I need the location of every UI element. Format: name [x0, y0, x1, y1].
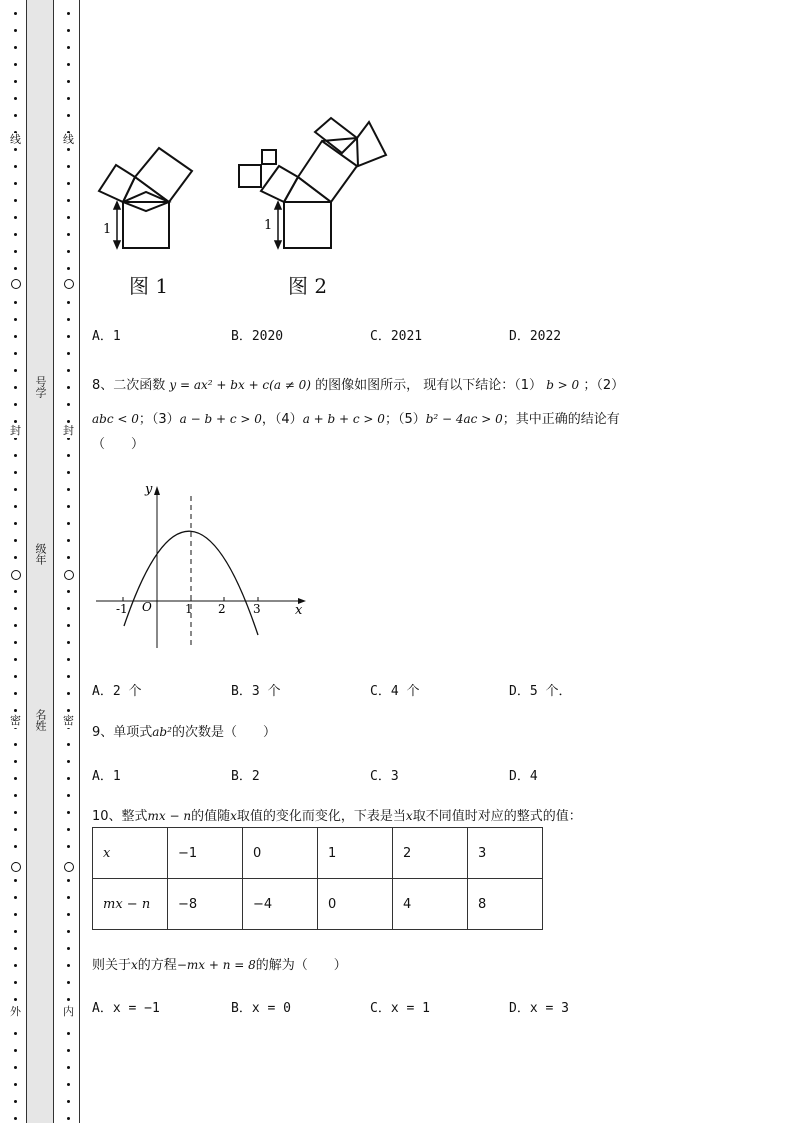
binding-dot	[14, 454, 17, 457]
table-cell: −8	[168, 879, 243, 930]
y-axis-label: y	[145, 482, 153, 497]
binding-dot	[14, 709, 17, 712]
binding-dot	[67, 250, 70, 253]
binding-dot	[14, 1066, 17, 1069]
binding-dot	[67, 267, 70, 270]
binding-dot	[14, 590, 17, 593]
q8-sep: ，（4）	[261, 412, 303, 427]
table-cell: 0	[318, 879, 393, 930]
binding-margin	[0, 0, 84, 1123]
binding-dot	[14, 148, 17, 151]
q8-option-d[interactable]: D．5 个．	[509, 684, 572, 699]
table-row	[93, 879, 543, 930]
binding-dot	[14, 556, 17, 559]
q10-stem	[92, 805, 582, 824]
binding-dot	[14, 641, 17, 644]
binding-dot	[67, 1032, 70, 1035]
binding-dot	[14, 675, 17, 678]
table-cell: 3	[468, 828, 543, 879]
fig1-base-square	[123, 202, 169, 248]
parabola-curve	[124, 531, 258, 635]
x-axis-label: x	[295, 603, 303, 618]
binding-dot	[14, 896, 17, 899]
binding-dot	[14, 63, 17, 66]
q8-options	[92, 680, 648, 699]
q10-expression: mx − n	[147, 809, 192, 823]
binding-dot	[67, 97, 70, 100]
binding-dot	[67, 930, 70, 933]
q9-stem	[92, 721, 276, 740]
binding-dot	[67, 641, 70, 644]
fig1-caption: 图 1	[129, 274, 169, 298]
margin-circle	[11, 862, 21, 872]
q8-option-a[interactable]: A．2 个	[92, 684, 142, 699]
q8-conclusion-4: a + b + c > 0	[302, 412, 385, 426]
q7-option-b[interactable]: B．2020	[231, 329, 284, 344]
binding-dot	[14, 216, 17, 219]
q9-option-a[interactable]: A．1	[92, 769, 121, 784]
binding-dot	[14, 828, 17, 831]
binding-dot	[14, 335, 17, 338]
q10-var: x	[405, 809, 413, 823]
binding-dot	[67, 335, 70, 338]
binding-dot	[67, 216, 70, 219]
binding-dot	[67, 539, 70, 542]
q7-option-c[interactable]: C．2021	[370, 329, 423, 344]
q7-option-a[interactable]: A．1	[92, 329, 121, 344]
name-label: 名姓	[34, 709, 47, 731]
q8-number: 8、二次函数	[92, 378, 166, 393]
binding-dot	[67, 522, 70, 525]
binding-dot	[67, 1049, 70, 1052]
margin-circle	[11, 570, 21, 580]
binding-dot	[14, 930, 17, 933]
q10-option-d[interactable]: D．x = 3	[509, 1001, 569, 1016]
q8-line-2	[92, 408, 620, 427]
binding-dot	[67, 301, 70, 304]
binding-dot	[67, 369, 70, 372]
q8-option-c[interactable]: C．4 个	[370, 684, 420, 699]
grade-label: 级年	[34, 543, 47, 565]
q10-text-d: 取不同值时对应的整式的值：	[412, 809, 582, 824]
x-tick-label: 1	[185, 602, 193, 616]
x-tick-label: 3	[253, 602, 261, 616]
fig2-edge	[284, 177, 298, 202]
binding-dot	[14, 692, 17, 695]
student-number-label: 号学	[34, 376, 47, 398]
binding-dot	[67, 964, 70, 967]
binding-dot	[67, 675, 70, 678]
fig2-arrow-down	[275, 241, 281, 248]
q8-conclusion-3: a − b + c > 0	[179, 412, 262, 426]
value-table	[92, 827, 543, 930]
q9-options	[92, 765, 648, 784]
margin-char-left-4: 外	[10, 1005, 21, 1018]
q8-conclusion-2: abc < 0	[92, 412, 139, 426]
binding-dot	[14, 420, 17, 423]
binding-dot	[14, 913, 17, 916]
table-header-cell: x	[93, 828, 168, 879]
q10-follow-a: 则关于	[92, 958, 132, 973]
q10-var: x	[230, 809, 237, 823]
fig2-arrow-up	[275, 202, 281, 209]
binding-dot	[67, 811, 70, 814]
binding-dot	[14, 624, 17, 627]
q8-sep: ；（2）	[579, 378, 625, 393]
binding-dot	[67, 607, 70, 610]
binding-dot	[67, 947, 70, 950]
binding-dot	[14, 97, 17, 100]
q10-follow-b: 的方程	[137, 958, 177, 973]
fig2-left-square	[261, 166, 298, 202]
binding-dot	[67, 29, 70, 32]
binding-dot	[14, 607, 17, 610]
q10-option-c[interactable]: C．x = 1	[370, 1001, 430, 1016]
binding-dot	[14, 794, 17, 797]
q10-var: x	[131, 958, 138, 972]
binding-dot	[14, 1049, 17, 1052]
binding-dot	[14, 1083, 17, 1086]
origin-label: O	[142, 600, 152, 614]
table-header-cell: mx − n	[93, 879, 168, 930]
y-axis-arrow	[154, 486, 160, 495]
binding-dot	[14, 777, 17, 780]
table-cell: 1	[318, 828, 393, 879]
binding-dot	[14, 233, 17, 236]
binding-dot	[67, 1100, 70, 1103]
margin-char-right-3: 密	[63, 714, 74, 727]
fig1-left-square	[99, 165, 135, 202]
binding-dot	[67, 386, 70, 389]
binding-dot	[14, 1100, 17, 1103]
pythagoras-tree-figures	[95, 115, 395, 255]
binding-dot	[14, 845, 17, 848]
binding-dot	[14, 386, 17, 389]
fig1-arrow-down	[114, 241, 120, 248]
margin-circle	[11, 279, 21, 289]
q8-option-b[interactable]: B．3 个	[231, 684, 281, 699]
binding-dot	[14, 522, 17, 525]
binding-dot	[14, 658, 17, 661]
binding-dot	[14, 250, 17, 253]
binding-dot	[67, 743, 70, 746]
right-dot-line	[66, 0, 72, 1123]
x-tick-label: 2	[218, 602, 226, 616]
q10-text-c: 取值的变化而变化，下表是当	[236, 809, 406, 824]
binding-dot	[67, 165, 70, 168]
table-cell: −4	[243, 879, 318, 930]
binding-dot	[67, 63, 70, 66]
binding-dot	[67, 760, 70, 763]
binding-dot	[67, 352, 70, 355]
margin-circle	[64, 862, 74, 872]
binding-dot	[67, 182, 70, 185]
binding-dot	[67, 454, 70, 457]
q10-option-a[interactable]: A．x = −1	[92, 1001, 160, 1016]
q10-text-b: 的值随	[191, 809, 231, 824]
binding-dot	[67, 658, 70, 661]
binding-dot	[67, 318, 70, 321]
binding-dot	[14, 80, 17, 83]
q9-text: 9、单项式	[92, 725, 153, 740]
binding-dot	[14, 267, 17, 270]
table-row	[93, 828, 543, 879]
binding-dot	[14, 488, 17, 491]
q10-question	[92, 954, 347, 973]
q9-option-b[interactable]: B．2	[231, 769, 260, 784]
margin-char-right-4: 内	[63, 1005, 74, 1018]
binding-dot	[14, 182, 17, 185]
binding-dot	[67, 879, 70, 882]
q9-option-d[interactable]: D．4	[509, 769, 538, 784]
table-cell: 4	[393, 879, 468, 930]
q8-sep: ；（3）	[138, 412, 180, 427]
table-cell: 0	[243, 828, 318, 879]
margin-border-line	[79, 0, 80, 1123]
binding-dot	[67, 1117, 70, 1120]
binding-dot	[14, 743, 17, 746]
binding-dot	[14, 46, 17, 49]
q8-answer-paren: （ ）	[92, 437, 145, 452]
binding-dot	[67, 794, 70, 797]
fig1-arrow-up	[114, 202, 120, 209]
margin-char-left-3: 密	[10, 714, 21, 727]
fig2-side-label: 1	[264, 218, 273, 233]
x-tick-label: -1	[116, 602, 128, 616]
fig2-edge	[322, 138, 357, 141]
q10-text-a: 10、整式	[92, 809, 148, 824]
binding-dot	[67, 590, 70, 593]
table-cell: 8	[468, 879, 543, 930]
margin-circle	[64, 279, 74, 289]
binding-dot	[14, 964, 17, 967]
binding-dot	[14, 981, 17, 984]
margin-circle	[64, 570, 74, 580]
binding-dot	[14, 947, 17, 950]
binding-dot	[14, 811, 17, 814]
binding-dot	[14, 1117, 17, 1120]
binding-dot	[14, 114, 17, 117]
q9-tail: 的次数是（ ）	[171, 725, 276, 740]
binding-dot	[67, 199, 70, 202]
binding-dot	[14, 301, 17, 304]
binding-dot	[67, 1083, 70, 1086]
q10-equation: −mx + n = 8	[176, 958, 256, 972]
binding-dot	[14, 199, 17, 202]
binding-dot	[67, 80, 70, 83]
q7-option-d[interactable]: D．2022	[509, 329, 562, 344]
margin-char-left-2: 封	[10, 424, 21, 437]
q9-option-c[interactable]: C．3	[370, 769, 399, 784]
q10-option-b[interactable]: B．x = 0	[231, 1001, 291, 1016]
q10-follow-c: 的解为（ ）	[255, 958, 347, 973]
margin-char-left-1: 线	[10, 133, 21, 146]
table-cell: 2	[393, 828, 468, 879]
binding-dot	[67, 12, 70, 15]
binding-dot	[67, 828, 70, 831]
q8-tail: ；其中正确的结论有	[502, 412, 620, 427]
q8-middle: 的图像如图所示， 现有以下结论：（1）	[315, 378, 547, 393]
binding-dot	[67, 1066, 70, 1069]
binding-dot	[67, 709, 70, 712]
binding-dot	[67, 845, 70, 848]
binding-dot	[67, 692, 70, 695]
binding-dot	[67, 420, 70, 423]
fig2-top-square	[357, 122, 386, 166]
fig2-edge	[298, 177, 331, 202]
binding-dot	[67, 471, 70, 474]
binding-dot	[67, 896, 70, 899]
q8-conclusion-1: b > 0	[546, 378, 580, 392]
binding-dot	[67, 913, 70, 916]
fig2-top-square	[315, 118, 357, 153]
binding-dot	[67, 505, 70, 508]
binding-dot	[14, 165, 17, 168]
fig2-small-square	[239, 165, 261, 187]
binding-dot	[14, 539, 17, 542]
fig2-small-square	[262, 150, 276, 164]
binding-dot	[67, 998, 70, 1001]
binding-dot	[14, 352, 17, 355]
margin-char-right-1: 线	[63, 133, 74, 146]
binding-dot	[14, 998, 17, 1001]
fig2-base-square	[284, 202, 331, 248]
binding-dot	[14, 505, 17, 508]
margin-char-right-2: 封	[63, 424, 74, 437]
q8-conclusion-5: b² − 4ac > 0	[425, 412, 503, 426]
binding-dot	[14, 29, 17, 32]
binding-dot	[67, 488, 70, 491]
left-dot-line	[13, 0, 19, 1123]
fig1-side-label: 1	[103, 222, 112, 237]
binding-dot	[14, 12, 17, 15]
q10-options	[92, 997, 648, 1016]
binding-dot	[67, 777, 70, 780]
binding-dot	[67, 114, 70, 117]
q9-expression: ab²	[152, 725, 172, 739]
binding-dot	[67, 46, 70, 49]
fig1-edge	[135, 177, 169, 202]
binding-dot	[67, 556, 70, 559]
binding-dot	[14, 403, 17, 406]
binding-dot	[14, 318, 17, 321]
q8-formula: y = ax² + bx + c(a ≠ 0)	[169, 378, 311, 392]
binding-dot	[67, 981, 70, 984]
fig2-caption: 图 2	[288, 274, 328, 298]
binding-dot	[14, 1032, 17, 1035]
binding-dot	[67, 148, 70, 151]
table-cell: −1	[168, 828, 243, 879]
binding-dot	[14, 369, 17, 372]
binding-dot	[67, 403, 70, 406]
binding-dot	[67, 233, 70, 236]
binding-dot	[14, 471, 17, 474]
binding-dot	[14, 760, 17, 763]
parabola-graph	[92, 478, 312, 653]
fig2-right-square	[298, 141, 357, 202]
q7-options	[92, 325, 648, 344]
binding-dot	[67, 624, 70, 627]
q8-sep: ；（5）	[384, 412, 426, 427]
q8-line-1	[92, 374, 624, 393]
binding-dot	[14, 879, 17, 882]
